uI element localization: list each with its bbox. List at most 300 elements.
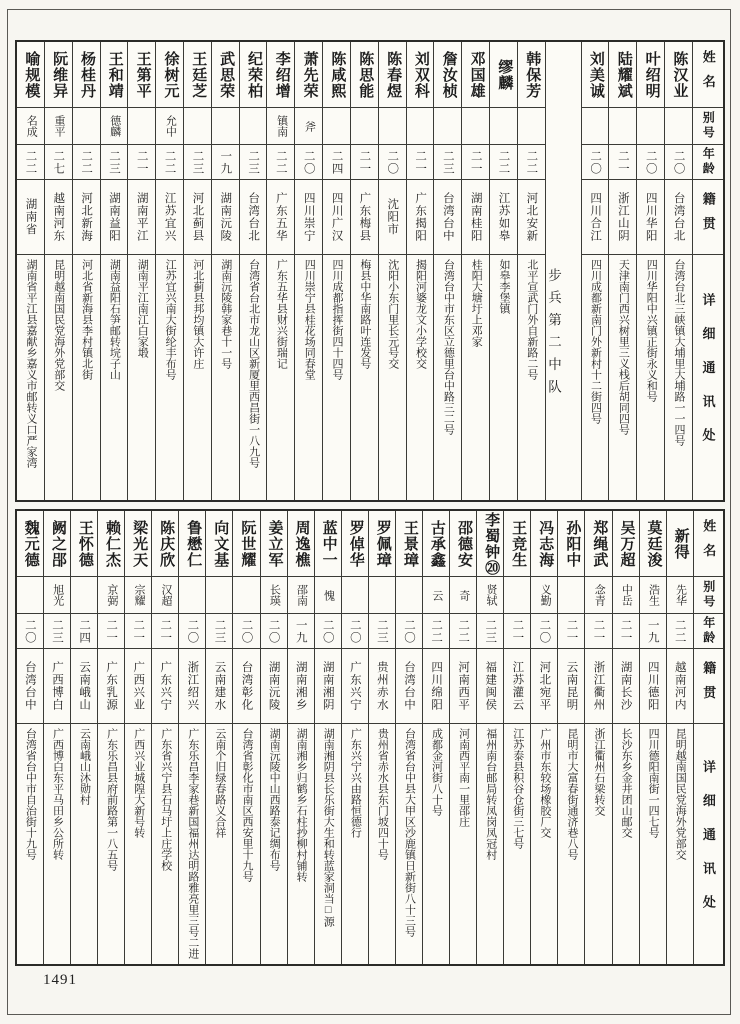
name-cell [261, 511, 287, 577]
address-cell [240, 255, 267, 500]
name-cell [640, 511, 666, 577]
person-column [43, 511, 70, 964]
name-cell-text: 陆耀斌 [615, 50, 632, 99]
header-native-label [694, 649, 723, 724]
address-cell [17, 255, 44, 500]
address-cell [71, 724, 97, 964]
name-cell-text: 王第平 [134, 50, 151, 99]
native-place-cell-text: 四川华阳 [644, 192, 657, 242]
age-cell [323, 145, 350, 180]
native-place-cell [73, 180, 100, 255]
native-place-cell [17, 180, 44, 255]
age-cell [184, 145, 211, 180]
alias-cell [152, 577, 178, 614]
address-cell [44, 724, 70, 964]
page-content [15, 40, 725, 989]
native-place-cell [450, 649, 476, 724]
alias-cell [98, 577, 124, 614]
age-cell [101, 145, 128, 180]
alias-cell [582, 108, 609, 145]
age-cell [233, 614, 259, 649]
native-place-cell [125, 649, 151, 724]
age-cell [45, 145, 72, 180]
name-cell [407, 42, 434, 108]
address-cell [152, 724, 178, 964]
native-place-cell [206, 649, 232, 724]
address-cell [407, 255, 434, 500]
native-place-cell [184, 180, 211, 255]
native-place-cell-text: 广东揭阳 [414, 192, 427, 242]
name-cell [369, 511, 395, 577]
person-column [294, 42, 322, 500]
alias-cell-text: 邵南 [295, 584, 308, 606]
address-cell-text: 桂阳大塘圩上邓家 [470, 259, 483, 347]
header-column [693, 511, 723, 964]
native-place-cell-text: 台湾台中 [441, 192, 454, 242]
native-place-cell-text: 河北安新 [525, 192, 538, 242]
age-cell-text: 一九 [646, 618, 659, 644]
alias-cell [407, 108, 434, 145]
alias-cell [206, 577, 232, 614]
name-cell [396, 511, 422, 577]
age-cell [261, 614, 287, 649]
name-cell [128, 42, 155, 108]
name-cell [585, 511, 611, 577]
alias-cell [518, 108, 545, 145]
person-column [664, 42, 692, 500]
alias-cell [396, 577, 422, 614]
alias-cell [558, 577, 584, 614]
name-cell-text: 韩保芳 [524, 50, 541, 99]
alias-cell-text: 汉超 [160, 584, 173, 606]
person-column [581, 42, 609, 500]
address-cell [558, 724, 584, 964]
address-cell [206, 724, 232, 964]
name-cell [351, 42, 378, 108]
name-cell-text: 李绍增 [273, 50, 290, 99]
native-place-cell-text: 浙江绍兴 [186, 661, 199, 711]
age-cell [582, 145, 609, 180]
address-cell-text: 江苏泰县积谷仓街三七号 [511, 728, 524, 849]
name-cell [73, 42, 100, 108]
person-column [183, 42, 211, 500]
person-column [100, 42, 128, 500]
age-cell [434, 145, 461, 180]
native-place-cell-text: 湖南长沙 [619, 661, 632, 711]
age-cell-text: 二二 [525, 149, 538, 175]
age-cell-text: 一九 [294, 618, 307, 644]
alias-cell [323, 108, 350, 145]
native-place-cell [609, 180, 636, 255]
name-cell [462, 42, 489, 108]
address-cell [45, 255, 72, 500]
person-column [378, 42, 406, 500]
header-age-label [694, 614, 723, 649]
native-place-cell-text: 江苏如皋 [497, 192, 510, 242]
name-cell-text: 喻规模 [23, 50, 40, 99]
alias-cell [125, 577, 151, 614]
native-place-cell [152, 649, 178, 724]
age-cell-text: 二〇 [267, 618, 280, 644]
native-place-cell [477, 649, 503, 724]
address-cell [450, 724, 476, 964]
age-cell-text: 二四 [330, 149, 343, 175]
alias-cell-text: 念青 [593, 584, 606, 606]
age-cell-text: 二一 [414, 149, 427, 175]
person-column [127, 42, 155, 500]
alias-cell-text: 允中 [164, 115, 177, 137]
age-cell-text: 二一 [616, 149, 629, 175]
name-cell-text: 冯志海 [537, 519, 554, 568]
address-cell-text: 河北蓟县邦均镇大许庄 [191, 259, 204, 369]
name-cell [379, 42, 406, 108]
native-place-cell-text: 广西博白 [50, 661, 63, 711]
alias-cell [609, 108, 636, 145]
age-cell-text: 二一 [619, 618, 632, 644]
address-cell [637, 255, 664, 500]
name-cell [434, 42, 461, 108]
person-column [503, 511, 530, 964]
alias-cell [342, 577, 368, 614]
age-cell-text: 二〇 [538, 618, 551, 644]
header-name-label-text: 姓名 [701, 518, 717, 569]
native-place-cell-text: 广东兴宁 [348, 661, 361, 711]
name-cell-text: 赖仁杰 [103, 519, 120, 568]
age-cell-text: 二一 [135, 149, 148, 175]
alias-cell [462, 108, 489, 145]
age-cell [504, 614, 530, 649]
address-cell [101, 255, 128, 500]
native-place-cell [179, 649, 205, 724]
address-cell [396, 724, 422, 964]
name-cell [212, 42, 239, 108]
name-cell-text: 陈庆欣 [158, 519, 175, 568]
person-column [608, 42, 636, 500]
native-place-cell [261, 649, 287, 724]
address-cell-text: 台湾省台北市龙山区新厦里西昌街一八九号 [247, 259, 260, 468]
native-place-cell-text: 湖南湘阴 [321, 661, 334, 711]
person-column [260, 511, 287, 964]
age-cell [613, 614, 639, 649]
native-place-cell-text: 广东乳源 [105, 661, 118, 711]
name-cell [665, 42, 692, 108]
unit-section-divider [545, 42, 581, 500]
address-cell [351, 255, 378, 500]
age-cell [342, 614, 368, 649]
alias-cell [531, 577, 557, 614]
name-cell [423, 511, 449, 577]
age-cell [71, 614, 97, 649]
address-cell-text: 江苏宜兴南大街纶丰布号 [164, 259, 177, 380]
person-column [17, 42, 44, 500]
age-cell-text: 二〇 [186, 618, 199, 644]
name-cell [71, 511, 97, 577]
native-place-cell-text: 台湾台中 [403, 661, 415, 711]
address-cell [295, 255, 322, 500]
name-cell [267, 42, 294, 108]
native-place-cell-text: 四川德阳 [646, 661, 659, 711]
address-cell-text: 云南峨山沐勋村 [78, 728, 91, 805]
address-cell-text: 如皋李堡镇 [498, 259, 511, 314]
address-cell [423, 724, 449, 964]
header-alias-label [694, 577, 723, 614]
alias-cell [101, 108, 128, 145]
native-place-cell [423, 649, 449, 724]
address-cell [261, 724, 287, 964]
age-cell-text: 二〇 [589, 149, 602, 175]
age-cell [477, 614, 503, 649]
native-place-cell-text: 福建闽侯 [484, 661, 497, 711]
native-place-cell [667, 649, 693, 724]
alias-cell-text: 愧 [322, 589, 335, 601]
address-cell-text: 广州市东较场橡胶厂交 [538, 728, 551, 838]
address-cell-text: 台湾省台中市自治街十九号 [24, 728, 37, 860]
age-cell [609, 145, 636, 180]
address-cell-text: 湖南湘乡归鹤乡石柱抄柳村铺转 [295, 728, 308, 882]
age-cell-text: 二二 [274, 149, 287, 175]
native-place-cell [98, 649, 124, 724]
age-cell [240, 145, 267, 180]
person-column [406, 42, 434, 500]
age-cell-text: 二〇 [644, 149, 657, 175]
native-place-cell-text: 台湾台北 [672, 192, 685, 242]
address-cell [128, 255, 155, 500]
alias-cell [637, 108, 664, 145]
native-place-cell-text: 浙江山阴 [616, 192, 629, 242]
native-place-cell [434, 180, 461, 255]
alias-cell [379, 108, 406, 145]
native-place-cell-text: 湖南沅陵 [219, 192, 232, 242]
native-place-cell-text: 湖南湘乡 [294, 661, 307, 711]
alias-cell-text: 中岳 [620, 584, 633, 606]
header-age-label-text: 年龄 [701, 147, 716, 177]
native-place-cell [640, 649, 666, 724]
native-place-cell-text: 浙江衢州 [592, 661, 605, 711]
person-column [266, 42, 294, 500]
age-cell-text: 二二 [673, 618, 686, 644]
native-place-cell [44, 649, 70, 724]
age-cell [267, 145, 294, 180]
name-cell [504, 511, 530, 577]
age-cell [128, 145, 155, 180]
header-name-label [693, 42, 723, 108]
address-cell-text: 北平宣武门外自新路二号 [525, 259, 538, 380]
native-place-cell [531, 649, 557, 724]
address-cell [582, 255, 609, 500]
person-column [17, 511, 43, 964]
address-cell-text: 四川崇宁县桂花场同春堂 [303, 259, 316, 380]
alias-cell-text: 镇南 [275, 115, 288, 137]
name-cell-text: 詹汝桢 [440, 50, 457, 99]
native-place-cell-text: 台湾彰化 [240, 661, 253, 711]
native-place-cell-text: 越南河内 [673, 661, 686, 711]
address-cell-text: 台湾台北三峡镇大埔里大埔路一一四号 [673, 259, 686, 446]
person-column [422, 511, 449, 964]
header-native-label-text: 籍贯 [701, 661, 717, 711]
name-cell-text: 孙阳中 [564, 519, 581, 568]
age-cell [369, 614, 395, 649]
native-place-cell-text: 四川崇宁 [302, 192, 315, 242]
roster-table-top [15, 40, 725, 502]
age-cell-text: 二一 [105, 618, 118, 644]
name-cell [518, 42, 545, 108]
person-column [530, 511, 557, 964]
native-place-cell-text: 湖南益阳 [107, 192, 120, 242]
age-cell-text: 二三 [247, 149, 260, 175]
person-column [449, 511, 476, 964]
alias-cell [351, 108, 378, 145]
age-cell-text: 一九 [219, 149, 232, 175]
address-cell [315, 724, 341, 964]
alias-cell [477, 577, 503, 614]
alias-cell [665, 108, 692, 145]
person-column [239, 42, 267, 500]
person-column [178, 511, 205, 964]
age-cell-text: 二一 [132, 618, 145, 644]
native-place-cell-text: 四川合江 [589, 192, 602, 242]
native-place-cell [288, 649, 314, 724]
alias-cell [667, 577, 693, 614]
alias-cell [17, 108, 44, 145]
age-cell-text: 二七 [52, 149, 65, 175]
name-cell [98, 511, 124, 577]
native-place-cell-text: 广东五华 [274, 192, 287, 242]
person-column [151, 511, 178, 964]
person-column [557, 511, 584, 964]
alias-cell [44, 577, 70, 614]
address-cell-text: 成都金河街八十号 [430, 728, 443, 816]
age-cell-text: 二〇 [321, 618, 334, 644]
header-address-label-text: 详细通讯处 [700, 293, 716, 462]
alias-cell [73, 108, 100, 145]
age-cell [315, 614, 341, 649]
person-column [341, 511, 368, 964]
age-cell [125, 614, 151, 649]
native-place-cell-text: 沈阳市 [386, 198, 399, 236]
header-alias-label-text: 别号 [701, 111, 716, 141]
header-native-label [693, 180, 723, 255]
age-cell [396, 614, 422, 649]
name-cell [44, 511, 70, 577]
age-cell [450, 614, 476, 649]
age-cell-text: 二二 [497, 149, 510, 175]
age-cell [98, 614, 124, 649]
person-column [433, 42, 461, 500]
alias-cell [45, 108, 72, 145]
person-column [368, 511, 395, 964]
name-cell [450, 511, 476, 577]
name-cell [315, 511, 341, 577]
header-age-label [693, 145, 723, 180]
address-cell [477, 724, 503, 964]
address-cell-text: 湖南湘阴县长乐街大生和转蓝家洞当□源 [322, 728, 335, 927]
alias-cell-text: 长瑛 [268, 584, 281, 606]
person-column [666, 511, 693, 964]
name-cell [342, 511, 368, 577]
alias-cell-text: 京弼 [105, 584, 118, 606]
native-place-cell [267, 180, 294, 255]
name-cell-text: 郑绳武 [591, 519, 608, 568]
name-cell-text: 魏元德 [22, 519, 39, 568]
age-cell-text: 二〇 [240, 618, 253, 644]
age-cell [156, 145, 183, 180]
address-cell [233, 724, 259, 964]
page-number: 1491 [43, 972, 77, 988]
alias-cell [434, 108, 461, 145]
address-cell-text: 四川成都指挥街四十四号 [331, 259, 344, 380]
address-cell-text: 湖南沅陵韩家巷十一号 [219, 259, 232, 369]
address-cell [462, 255, 489, 500]
native-place-cell-text: 河北蓟县 [191, 192, 204, 242]
age-cell-text: 二三 [375, 618, 388, 644]
address-cell-text: 天津南门西兴树里三义栈后胡同四号 [617, 259, 630, 435]
header-address-label [693, 255, 723, 500]
name-cell [558, 511, 584, 577]
alias-cell [423, 577, 449, 614]
address-cell-text: 台湾省彰化市南区西安里十九号 [241, 728, 253, 882]
address-cell-text: 四川成都新南门外新村十二街四号 [589, 259, 602, 424]
name-cell [288, 511, 314, 577]
native-place-cell-text: 广东梅县 [358, 192, 371, 242]
name-cell-text: 阙之郘 [49, 519, 66, 568]
alias-cell [490, 108, 517, 145]
age-cell-text: 二一 [358, 149, 371, 175]
person-column [322, 42, 350, 500]
alias-cell [640, 577, 666, 614]
name-cell [490, 42, 517, 108]
name-cell [206, 511, 232, 577]
native-place-cell-text: 贵州赤水 [375, 661, 388, 711]
native-place-cell [240, 180, 267, 255]
native-place-cell-text: 河南西平 [457, 661, 470, 711]
name-cell [152, 511, 178, 577]
age-cell-text: 二二 [24, 149, 37, 175]
unit-section-label-text: 步兵第二中队 [545, 268, 561, 402]
native-place-cell [490, 180, 517, 255]
alias-cell-text: 斧 [303, 120, 316, 132]
header-alias-label [693, 108, 723, 145]
native-place-cell [315, 649, 341, 724]
person-column [517, 42, 545, 500]
header-native-label-text: 籍贯 [700, 192, 716, 242]
alias-cell [179, 577, 205, 614]
age-cell-text: 二三 [107, 149, 120, 175]
address-cell-text: 云南个旧绿春路义合祥 [213, 728, 226, 838]
name-cell-text: 王怀德 [76, 519, 93, 568]
name-cell-text: 鲁懋仁 [185, 519, 202, 568]
address-cell-text: 河北省新海县李村镇北街 [80, 259, 93, 380]
address-cell-text: 湖南平江南江白家塅 [136, 259, 149, 358]
address-cell-text: 湖南沅陵中山西路泰记绸布号 [268, 728, 281, 871]
alias-cell [369, 577, 395, 614]
name-cell-text: 武思荣 [218, 50, 235, 99]
age-cell-text: 二一 [159, 618, 172, 644]
person-column [489, 42, 517, 500]
native-place-cell [518, 180, 545, 255]
alias-cell [71, 577, 97, 614]
address-cell [379, 255, 406, 500]
name-cell-text: 邵德安 [456, 519, 472, 568]
header-name-label-text: 姓名 [700, 49, 716, 100]
age-cell [665, 145, 692, 180]
name-cell [101, 42, 128, 108]
alias-cell-text: 云 [430, 589, 443, 601]
name-cell-text: 莫廷浚 [645, 519, 662, 568]
native-place-cell-text: 河北新海 [80, 192, 93, 242]
alias-cell [233, 577, 259, 614]
age-cell [462, 145, 489, 180]
name-cell-text: 缪麟 [496, 58, 513, 91]
